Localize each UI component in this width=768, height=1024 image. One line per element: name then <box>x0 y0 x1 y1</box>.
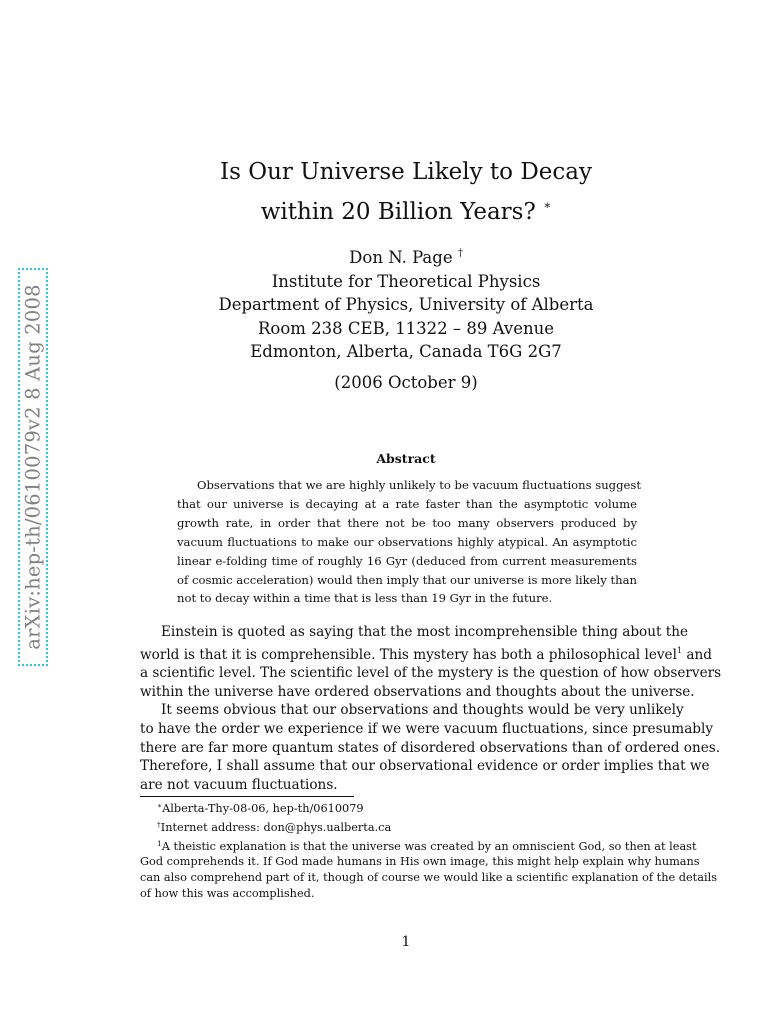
body-line: to have the order we experience if we were vacuum fluctuations, since presumably <box>140 720 714 737</box>
abstract-line: that our universe is decaying at a rate faster than the asymptotic volume <box>177 496 637 511</box>
abstract-line: Observations that we are highly unlikely to be vacuum fluctuations suggest <box>197 478 641 492</box>
body-line: Therefore, I shall assume that our observational evidence or order implies that we <box>140 758 710 775</box>
title-footnote-marker: ∗ <box>543 198 552 212</box>
title-line-2 <box>0 189 768 229</box>
footnotes <box>140 798 717 902</box>
abstract-body <box>177 476 641 608</box>
title-line-1: Is Our Universe Likely to Decay <box>220 159 592 185</box>
body-text <box>140 623 722 794</box>
footnote-star <box>140 798 674 817</box>
footnote-1-line <box>140 836 697 855</box>
affiliation-line: Room 238 CEB, 11322 – 89 Avenue <box>257 318 555 338</box>
affiliation-line: Edmonton, Alberta, Canada T6G 2G7 <box>250 342 562 361</box>
footnote-1-marker: 1 <box>157 838 162 848</box>
arxiv-stamp-text: arXiv:hep-th/0610079v2 8 Aug 2008 <box>21 284 45 650</box>
body-line: there are far more quantum states of disordered observations than of ordered ones. <box>140 739 721 756</box>
footnote-1-line: God comprehends it. If God made humans in His own image, this might help explain why humans <box>140 855 700 869</box>
footnote-1-line: can also comprehend part of it, though of course we would like a scientific explanation of the details <box>140 871 717 885</box>
abstract-line: of cosmic acceleration) would then imply that our universe is more likely than <box>177 572 637 587</box>
abstract-line: vacuum fluctuations to make our observations highly atypical. An asymptotic <box>177 534 637 549</box>
footnote-1-line: of how this was accomplished. <box>140 886 315 900</box>
body-line: within the universe have ordered observations and thoughts about the universe. <box>140 683 695 700</box>
footnote-rule <box>140 796 354 797</box>
body-line: are not vacuum fluctuations. <box>140 776 338 793</box>
abstract-line: growth rate, in order that there not be too many observers produced by <box>177 515 637 530</box>
footnote-1-ref: 1 <box>676 645 683 655</box>
author-block <box>0 242 768 364</box>
paper-title <box>0 156 768 229</box>
page-number: 1 <box>401 934 411 950</box>
abstract-line: not to decay within a time that is less than 19 Gyr in the future. <box>177 591 553 606</box>
body-line-text: world is that it is comprehensible. This mystery has both a philosophical level <box>140 646 677 663</box>
paper-date: (2006 October 9) <box>334 373 478 392</box>
author-name-line <box>0 242 768 270</box>
footnote-dagger <box>140 817 674 836</box>
body-line: a scientific level. The scientific level of the mystery is the question of how observers <box>140 665 722 682</box>
footnote-dagger-marker: † <box>157 819 161 829</box>
footnote-dagger-text: Internet address: don@phys.ualberta.ca <box>160 820 392 834</box>
body-line-tail: and <box>682 646 712 663</box>
author-name: Don N. Page <box>349 248 453 267</box>
footnote-star-text: Alberta-Thy-08-06, hep-th/0610079 <box>162 802 364 815</box>
abstract-line: linear e-folding time of roughly 16 Gyr (deduced from current measurements <box>177 553 637 568</box>
title-line-2-text: within 20 Billion Years? <box>260 199 536 225</box>
footnote-star-marker: ∗ <box>157 801 163 810</box>
body-line <box>140 642 712 665</box>
body-line: It seems obvious that our observations and thoughts would be very unlikely <box>161 702 684 719</box>
author-footnote-marker: † <box>457 248 463 259</box>
affiliation-line: Department of Physics, University of Alberta <box>218 295 594 314</box>
body-line: Einstein is quoted as saying that the most incomprehensible thing about the <box>161 624 689 640</box>
affiliation-line: Institute for Theoretical Physics <box>271 271 541 291</box>
footnote-1-text: A theistic explanation is that the universe was created by an omniscient God, so then at least <box>161 839 697 853</box>
abstract-heading: Abstract <box>376 451 436 466</box>
